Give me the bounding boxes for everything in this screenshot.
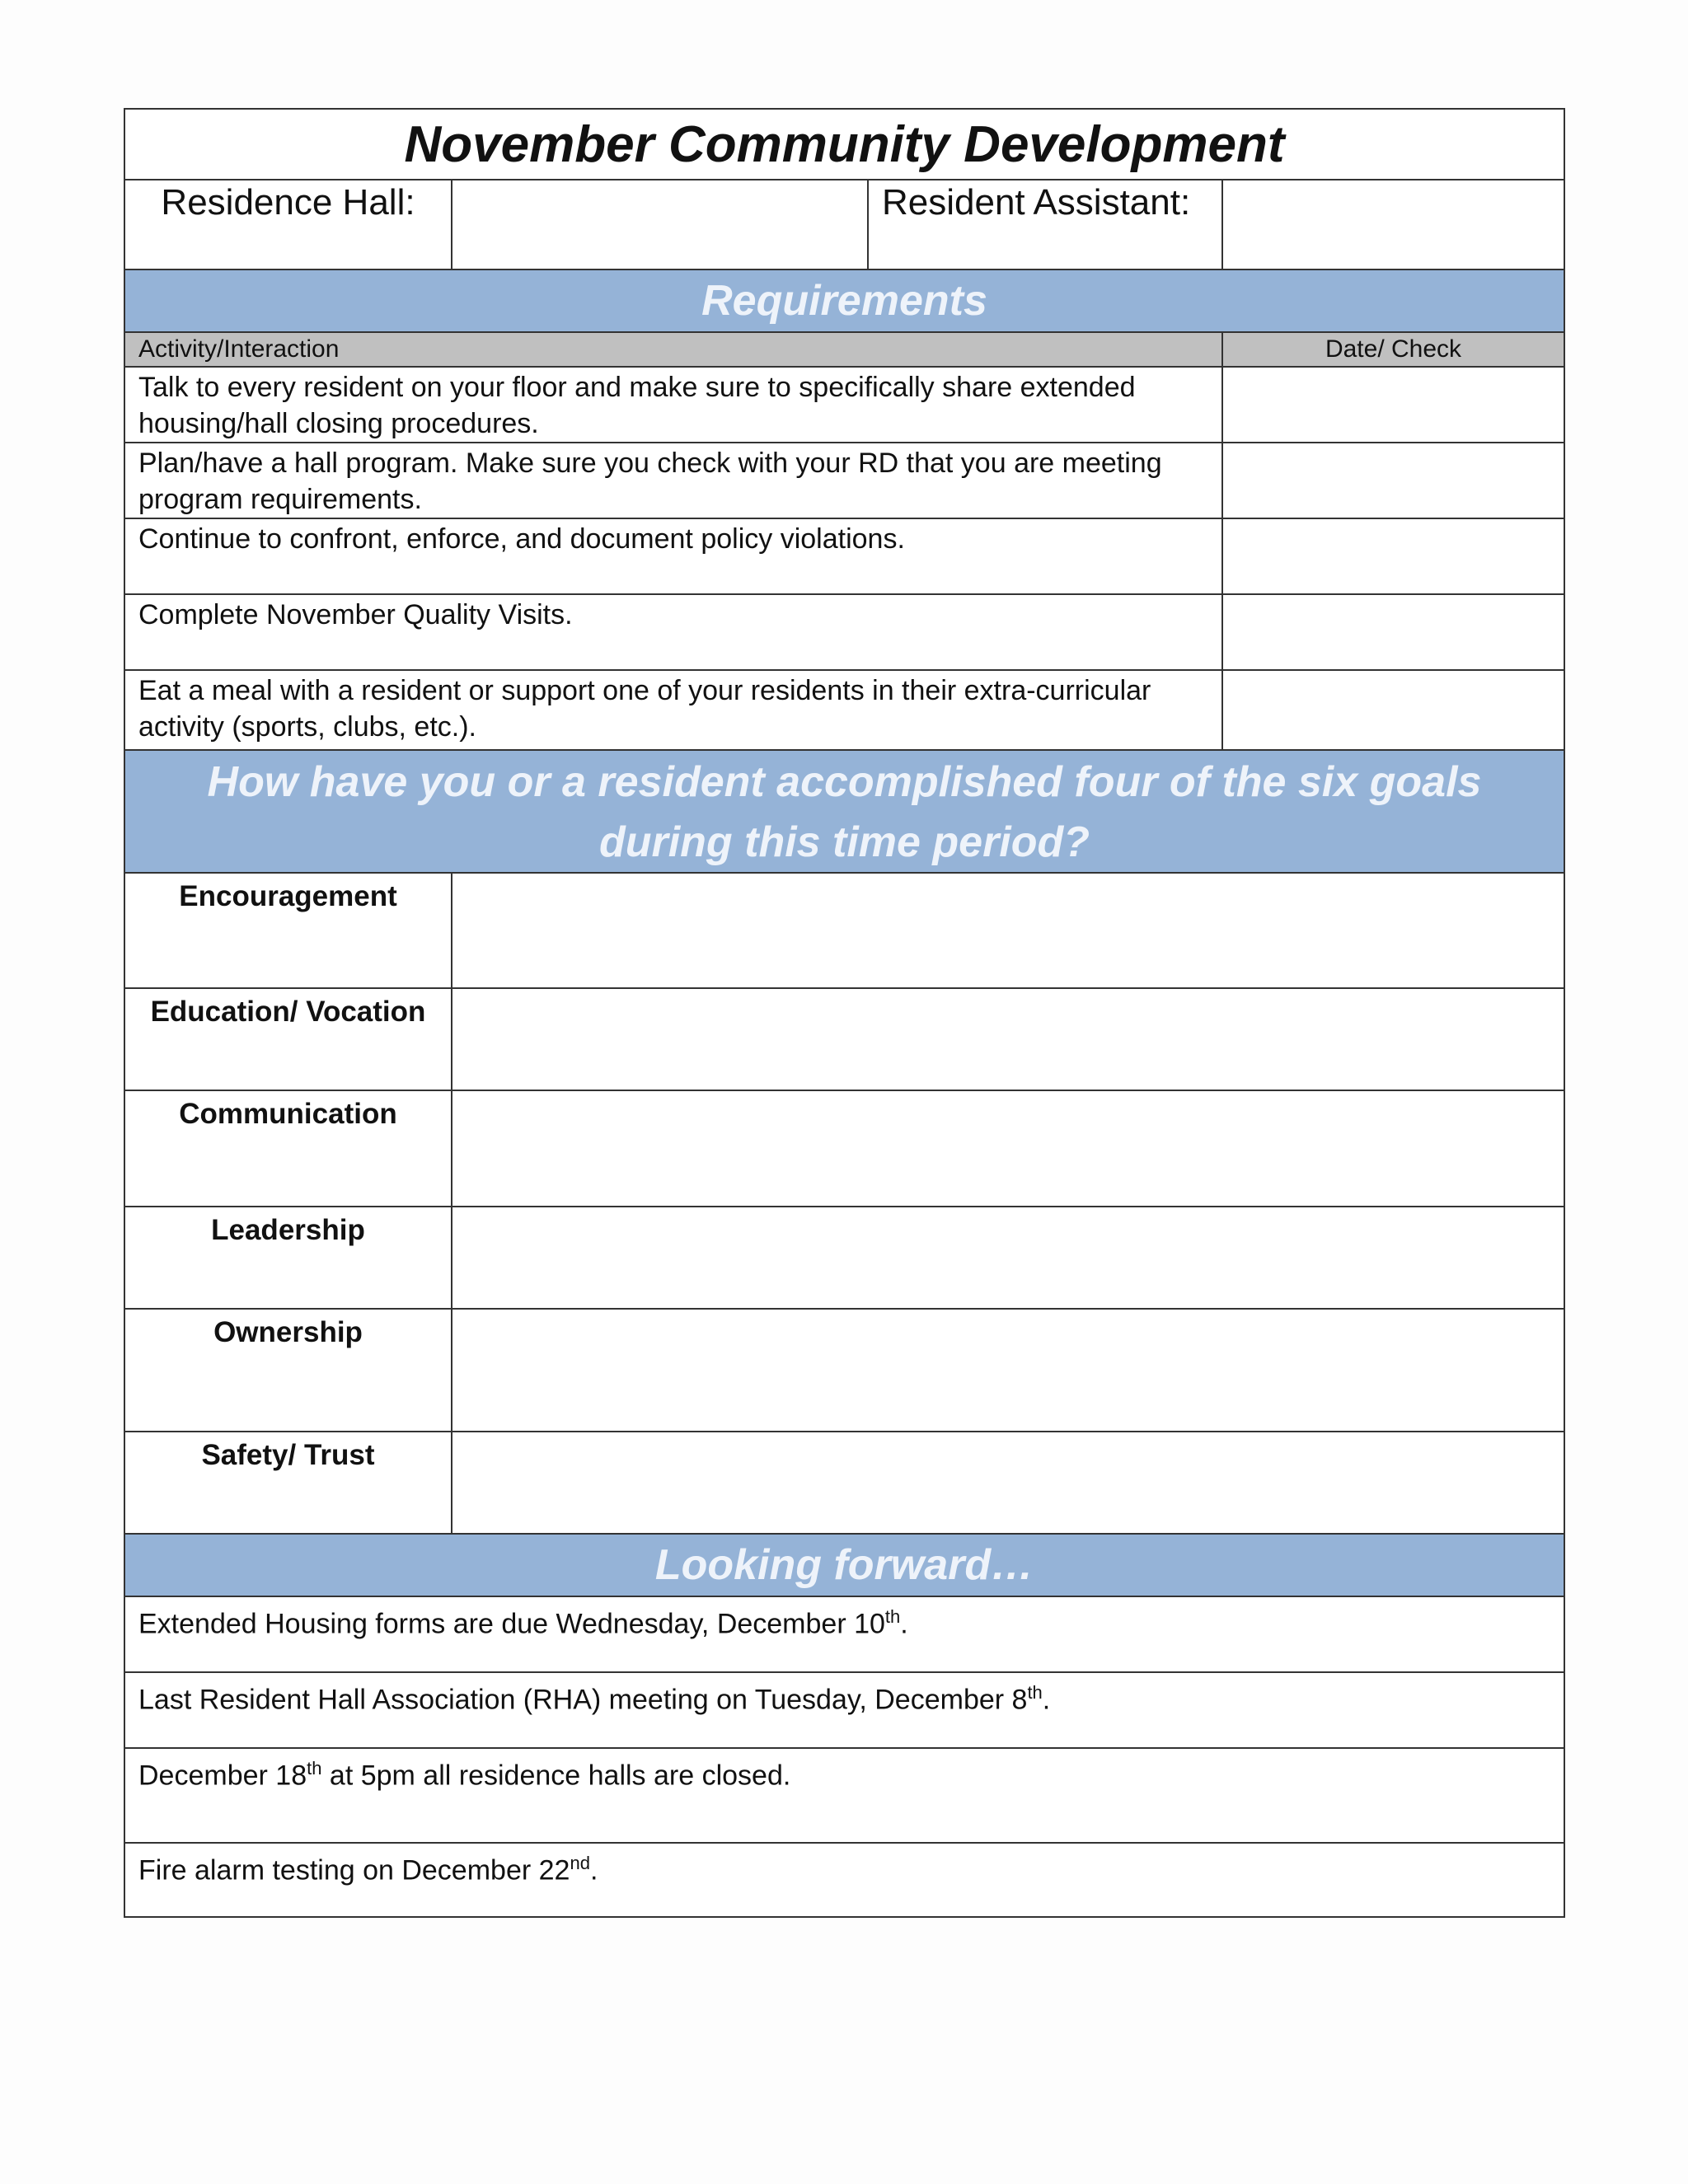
item-ordinal: th	[307, 1758, 322, 1779]
activity-column-header: Activity/Interaction	[138, 335, 340, 363]
resident-assistant-field[interactable]	[1221, 180, 1564, 269]
goal-response-field[interactable]	[451, 1432, 1564, 1533]
looking-forward-item	[125, 1671, 1564, 1747]
form-title: November Community Development	[404, 115, 1285, 173]
goal-response-field[interactable]	[451, 874, 1564, 987]
item-ordinal: th	[884, 1606, 901, 1627]
residence-hall-label: Residence Hall:	[161, 182, 415, 223]
requirement-row	[125, 669, 1564, 749]
date-check-field[interactable]	[1221, 595, 1564, 669]
goal-label: Leadership	[211, 1214, 365, 1246]
looking-forward-item	[125, 1596, 1564, 1671]
requirement-row	[125, 593, 1564, 669]
goals-heading-line-1: How have you or a resident accomplished four of the six goals	[207, 757, 1482, 806]
residence-hall-field[interactable]	[451, 180, 867, 269]
requirements-heading: Requirements	[125, 269, 1564, 331]
requirement-text: Complete November Quality Visits.	[138, 599, 573, 630]
looking-forward-item	[125, 1842, 1564, 1916]
date-check-column-header: Date/ Check	[1221, 333, 1564, 366]
goal-label: Safety/ Trust	[201, 1439, 375, 1471]
requirement-text: Continue to confront, enforce, and document policy violations.	[138, 523, 905, 555]
requirements-column-header	[125, 331, 1564, 366]
date-check-field[interactable]	[1221, 519, 1564, 593]
goal-label: Education/ Vocation	[150, 996, 426, 1028]
requirement-row	[125, 442, 1564, 518]
requirement-text: Talk to every resident on your floor and make sure to specifically share extended housing/hall closing procedures.	[138, 372, 1136, 439]
requirement-row	[125, 518, 1564, 593]
looking-forward-heading: Looking forward…	[125, 1533, 1564, 1596]
date-check-field[interactable]	[1221, 368, 1564, 442]
item-text: Last Resident Hall Association (RHA) meeting on Tuesday, December 8	[138, 1684, 1028, 1716]
item-text: Extended Housing forms are due Wednesday, December 10	[138, 1608, 885, 1640]
goal-row	[125, 1431, 1564, 1533]
goal-row	[125, 987, 1564, 1090]
goal-response-field[interactable]	[451, 1091, 1564, 1206]
item-text-end: .	[900, 1608, 908, 1640]
goal-label: Ownership	[213, 1316, 363, 1348]
item-ordinal: nd	[570, 1853, 590, 1873]
date-check-field[interactable]	[1221, 443, 1564, 518]
goal-row	[125, 872, 1564, 987]
community-development-form	[124, 108, 1565, 1918]
title-row	[125, 110, 1564, 179]
item-text-end: .	[589, 1854, 598, 1886]
goal-row	[125, 1308, 1564, 1431]
date-check-field[interactable]	[1221, 671, 1564, 749]
goal-response-field[interactable]	[451, 1207, 1564, 1308]
goal-row	[125, 1090, 1564, 1206]
goal-row	[125, 1206, 1564, 1308]
item-ordinal: th	[1027, 1682, 1043, 1703]
goals-heading-line-2: during this time period?	[598, 818, 1090, 866]
goals-heading	[125, 749, 1564, 872]
item-text-end: .	[1042, 1684, 1051, 1716]
requirement-row	[125, 366, 1564, 442]
looking-forward-item	[125, 1747, 1564, 1842]
requirement-text: Plan/have a hall program. Make sure you check with your RD that you are meeting program requirements.	[138, 448, 1162, 515]
item-text: December 18	[138, 1760, 307, 1792]
goal-label: Encouragement	[179, 880, 397, 912]
requirement-text: Eat a meal with a resident or support one of your residents in their extra-curricular activity (sports, clubs, etc.).	[138, 675, 1151, 743]
info-row	[125, 179, 1564, 269]
goal-response-field[interactable]	[451, 989, 1564, 1090]
item-text-end: at 5pm all residence halls are closed.	[321, 1760, 791, 1792]
resident-assistant-label: Resident Assistant:	[867, 180, 1221, 269]
goal-label: Communication	[179, 1098, 397, 1130]
item-text: Fire alarm testing on December 22	[138, 1854, 570, 1886]
goal-response-field[interactable]	[451, 1310, 1564, 1431]
